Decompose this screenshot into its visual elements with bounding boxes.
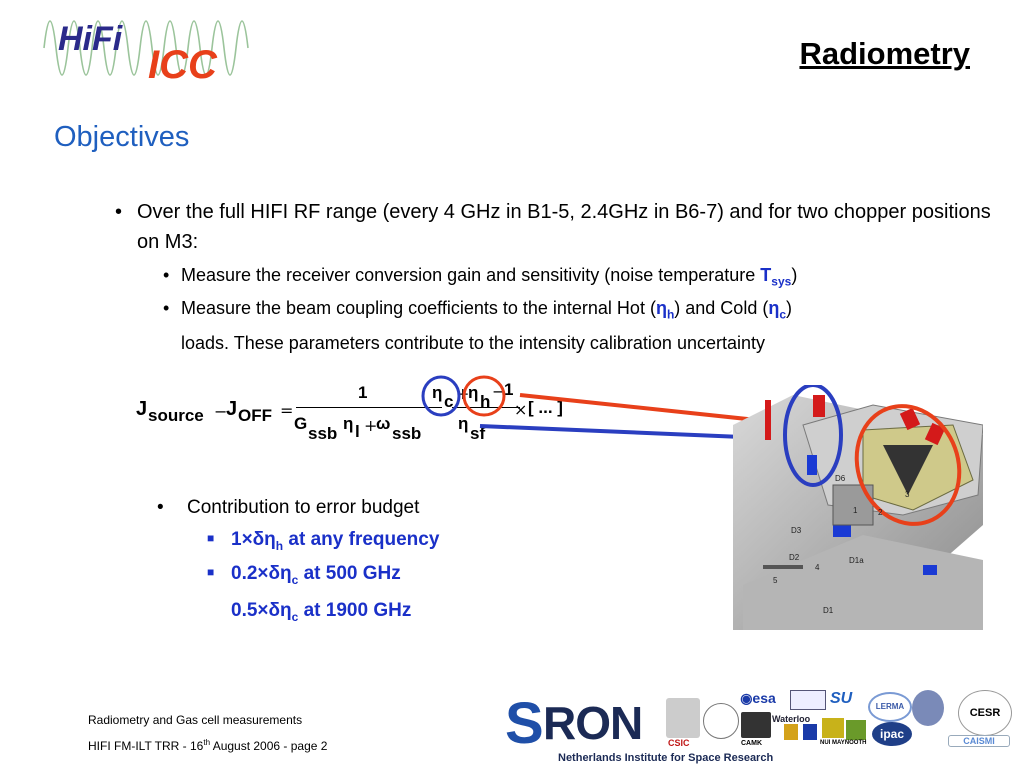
budget-item-1-a: 1×δη xyxy=(231,529,276,550)
eta-c-symbol xyxy=(768,298,787,322)
tsys-T: T xyxy=(760,265,772,285)
formula-source: source xyxy=(148,406,204,425)
square-bullet-icon: ■ xyxy=(207,565,215,579)
sub-bullet-2 xyxy=(163,294,991,357)
blue-part-icon xyxy=(923,565,937,575)
esa-globe-icon: ◉ xyxy=(740,690,753,706)
partner-su: SU xyxy=(830,690,853,707)
formula-omega: ω xyxy=(376,414,391,433)
formula-eta-l: η xyxy=(343,414,354,433)
budget-item-3-b: at 1900 GHz xyxy=(298,600,412,621)
logo-text-icc: ICC xyxy=(148,43,217,84)
diagram-label: D1 xyxy=(823,606,834,615)
partner-waterloo: Waterloo xyxy=(772,714,811,724)
sub-bullet-1-end: ) xyxy=(791,265,798,285)
partner-lerma: LERMA xyxy=(868,692,912,722)
formula-equals: = xyxy=(280,401,294,420)
hifi-icc-logo xyxy=(40,12,255,84)
bullet-dot-icon: • xyxy=(163,298,170,318)
section-subtitle: Objectives xyxy=(54,121,190,153)
tsys-sub: sys xyxy=(771,274,792,289)
budget-item-2-sub: c xyxy=(291,572,299,587)
diagram-label: 1 xyxy=(853,506,858,515)
page-title: Radiometry xyxy=(799,36,970,71)
structure-bar-icon xyxy=(763,565,803,569)
bullet-dot-icon: • xyxy=(163,265,170,285)
budget-item-1 xyxy=(207,529,440,553)
formula-ssb: ssb xyxy=(308,424,338,443)
tsys-symbol xyxy=(760,265,792,289)
partner-logo-yellow-icon xyxy=(822,718,844,738)
blue-part-icon xyxy=(833,525,851,537)
sron-logo xyxy=(505,691,655,756)
sub-bullet-1 xyxy=(163,261,991,296)
sron-logo-text: RON xyxy=(543,697,643,749)
sron-caption: Netherlands Institute for Space Research xyxy=(558,752,774,764)
partner-caismi: CAISMI xyxy=(948,735,1010,747)
formula-g: G xyxy=(294,414,308,433)
partner-shield-icon xyxy=(803,724,817,740)
formula-j2: J xyxy=(226,398,238,420)
formula-times: × xyxy=(514,400,528,419)
footer-line-2-b: August 2006 - page 2 xyxy=(210,739,328,753)
formula-eta-h: η xyxy=(468,383,479,402)
eta-c-sub: c xyxy=(779,307,787,322)
eta-h-eta: η xyxy=(655,298,667,318)
formula-plus2: + xyxy=(456,384,470,403)
diagram-label: D1a xyxy=(849,556,864,565)
instrument-diagram xyxy=(733,385,983,630)
sron-logo-s: S xyxy=(505,691,544,756)
formula-h: h xyxy=(480,392,491,411)
budget-item-3-a: 0.5×δη xyxy=(231,600,292,621)
bullet-dot-icon: • xyxy=(157,497,164,518)
eta-c-eta: η xyxy=(768,298,780,318)
formula-off: OFF xyxy=(238,406,272,425)
formula-numerator-1: 1 xyxy=(358,383,368,402)
diagram-label: D2 xyxy=(789,553,800,562)
partner-maynooth: NUI MAYNOOTH xyxy=(820,740,867,746)
footer-line-2-a: HIFI FM-ILT TRR - 16 xyxy=(88,739,204,753)
budget-item-2-b: at 500 GHz xyxy=(298,563,401,584)
red-part-icon xyxy=(765,400,771,440)
sub-bullet-1-text: Measure the receiver conversion gain and sensitivity (noise temperature xyxy=(181,265,761,285)
diagram-label: 2 xyxy=(878,508,883,517)
budget-item-2-a: 0.2×δη xyxy=(231,563,292,584)
formula-j: J xyxy=(136,398,148,420)
sub-bullet-2-text-c: ) xyxy=(786,298,793,318)
formula-bracket: [ ... ] xyxy=(528,398,563,417)
eta-h-sub: h xyxy=(666,307,675,322)
budget-heading: Contribution to error budget xyxy=(187,497,420,518)
partner-logo-crest-icon xyxy=(666,698,700,738)
budget-item-1-b: at any frequency xyxy=(283,529,440,550)
diagram-label: 3 xyxy=(905,490,910,499)
bullet-main xyxy=(115,197,997,257)
partner-shield-icon xyxy=(784,724,798,740)
sub-bullet-2-text-a: Measure the beam coupling coefficients to the internal Hot ( xyxy=(181,298,656,318)
partner-logo-box-icon xyxy=(790,690,826,710)
square-bullet-icon: ■ xyxy=(207,531,215,545)
partner-logo-dark-icon xyxy=(741,712,771,738)
partner-esa-text: esa xyxy=(752,690,776,706)
budget-item-2 xyxy=(207,563,401,587)
blue-part-icon xyxy=(807,455,817,475)
footer-line-1: Radiometry and Gas cell measurements xyxy=(88,713,303,727)
bullet-main-text: Over the full HIFI RF range (every 4 GHz in B1-5, 2.4GHz in B6-7) and for two chopper positions on M3: xyxy=(137,201,991,253)
partner-emblem-icon xyxy=(912,690,944,726)
formula-one2: 1 xyxy=(504,380,514,399)
budget-item-3 xyxy=(231,600,411,624)
diagram-label: 5 xyxy=(773,576,778,585)
bullet-dot-icon: • xyxy=(115,201,123,223)
budget-item-1-sub: h xyxy=(275,538,284,553)
red-part-icon xyxy=(813,395,825,417)
partner-csic: CSIC xyxy=(668,738,690,748)
diagram-label: D3 xyxy=(791,526,802,535)
diagram-label: D6 xyxy=(835,474,846,483)
diagram-label: 4 xyxy=(815,563,820,572)
formula-sf: sf xyxy=(470,424,486,443)
footer-line-2 xyxy=(88,738,327,753)
partner-camk: CAMK xyxy=(741,740,762,747)
formula-eta-c: η xyxy=(432,383,443,402)
partner-ipac: ipac xyxy=(872,722,912,746)
sub-bullet-2-text-d: loads. These parameters contribute to the intensity calibration uncertainty xyxy=(181,332,765,353)
partner-logo-green-icon xyxy=(846,720,866,740)
formula-plus: + xyxy=(364,416,378,435)
formula-minus2: − xyxy=(492,382,506,401)
formula-eta-sf: η xyxy=(458,414,469,433)
budget-item-3-sub: c xyxy=(291,609,299,624)
logo-text-hifi: HiFi xyxy=(58,20,123,58)
budget-bullet xyxy=(157,494,420,522)
partner-esa xyxy=(730,690,786,710)
footer-line-2-sup: th xyxy=(203,738,211,747)
formula-ssb2: ssb xyxy=(392,424,422,443)
formula-l: l xyxy=(355,422,360,441)
eta-h-symbol xyxy=(655,298,675,322)
formula-c: c xyxy=(444,392,454,411)
sub-bullet-2-text-b: ) and Cold ( xyxy=(674,298,769,318)
formula-minus: − xyxy=(214,402,228,421)
partner-cesr: CESR xyxy=(958,690,1012,736)
